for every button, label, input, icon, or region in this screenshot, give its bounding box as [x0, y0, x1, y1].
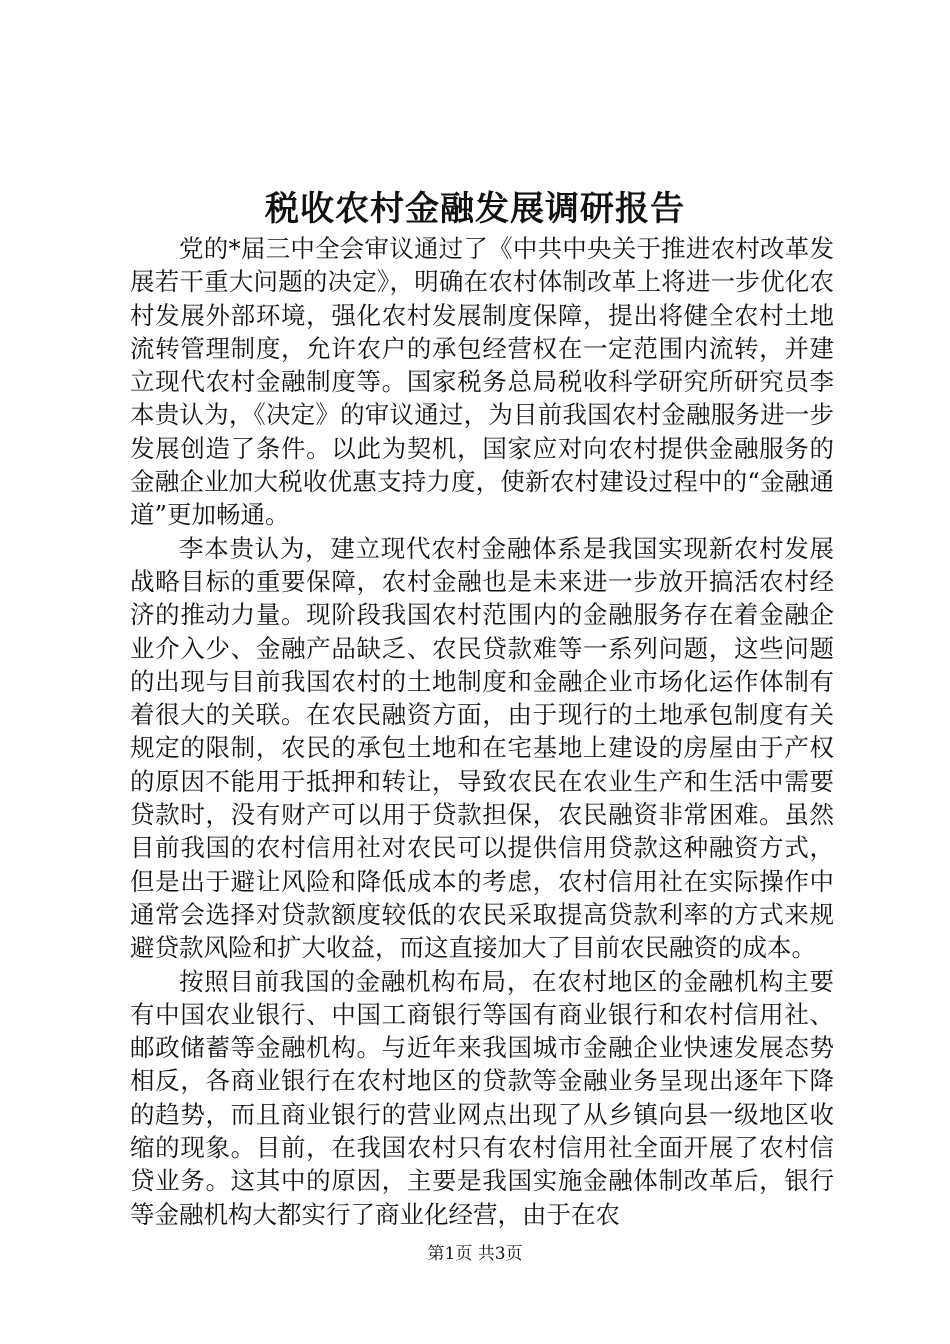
document-body — [130, 232, 834, 1231]
paragraph-1: 党的*届三中全会审议通过了《中共中央关于推进农村改革发展若干重大问题的决定》，明确在农村体制改革上将进一步优化农村发展外部环境，强化农村发展制度保障，提出将健全农村土地流转管理制度，允许农户的承包经营权在一定范围内流转，并建立现代农村金融制度等。国家税务总局税收科学研究所研究员李本贵认为，《决定》的审议通过，为目前我国农村金融服务进一步发展创造了条件。以此为契机，国家应对向农村提供金融服务的金融企业加大税收优惠支持力度，使新农村建设过程中的“金融通道”更加畅通。 — [130, 234, 834, 530]
paragraph-3: 按照目前我国的金融机构布局，在农村地区的金融机构主要有中国农业银行、中国工商银行等国有商业银行和农村信用社、邮政储蓄等金融机构。与近年来我国城市金融企业快速发展态势相反，各商业银行在农村地区的贷款等金融业务呈现出逐年下降的趋势，而且商业银行的营业网点出现了从乡镇向县一级地区收缩的现象。目前，在我国农村只有农村信用社全面开展了农村信贷业务。这其中的原因，主要是我国实施金融体制改革后，银行等金融机构大都实行了商业化经营，由于在农 — [130, 966, 834, 1229]
page-number-footer: 第1页 共3页 — [427, 1244, 523, 1264]
document-title: 税收农村金融发展调研报告 — [265, 189, 685, 229]
paragraph-2: 李本贵认为，建立现代农村金融体系是我国实现新农村发展战略目标的重要保障，农村金融也是未来进一步放开搞活农村经济的推动力量。现阶段我国农村范围内的金融服务存在着金融企业介入少、金融产品缺乏、农民贷款难等一系列问题，这些问题的出现与目前我国农村的土地制度和金融企业市场化运作体制有着很大的关联。在农民融资方面，由于现行的土地承包制度有关规定的限制，农民的承包土地和在宅基地上建设的房屋由于产权的原因不能用于抵押和转让，导致农民在农业生产和生活中需要贷款时，没有财产可以用于贷款担保，农民融资非常困难。虽然目前我国的农村信用社对农民可以提供信用贷款这种融资方式，但是出于避让风险和降低成本的考虑，农村信用社在实际操作中通常会选择对贷款额度较低的农民采取提高贷款利率的方式来规避贷款风险和扩大收益，而这直接加大了目前农民融资的成本。 — [130, 533, 834, 963]
